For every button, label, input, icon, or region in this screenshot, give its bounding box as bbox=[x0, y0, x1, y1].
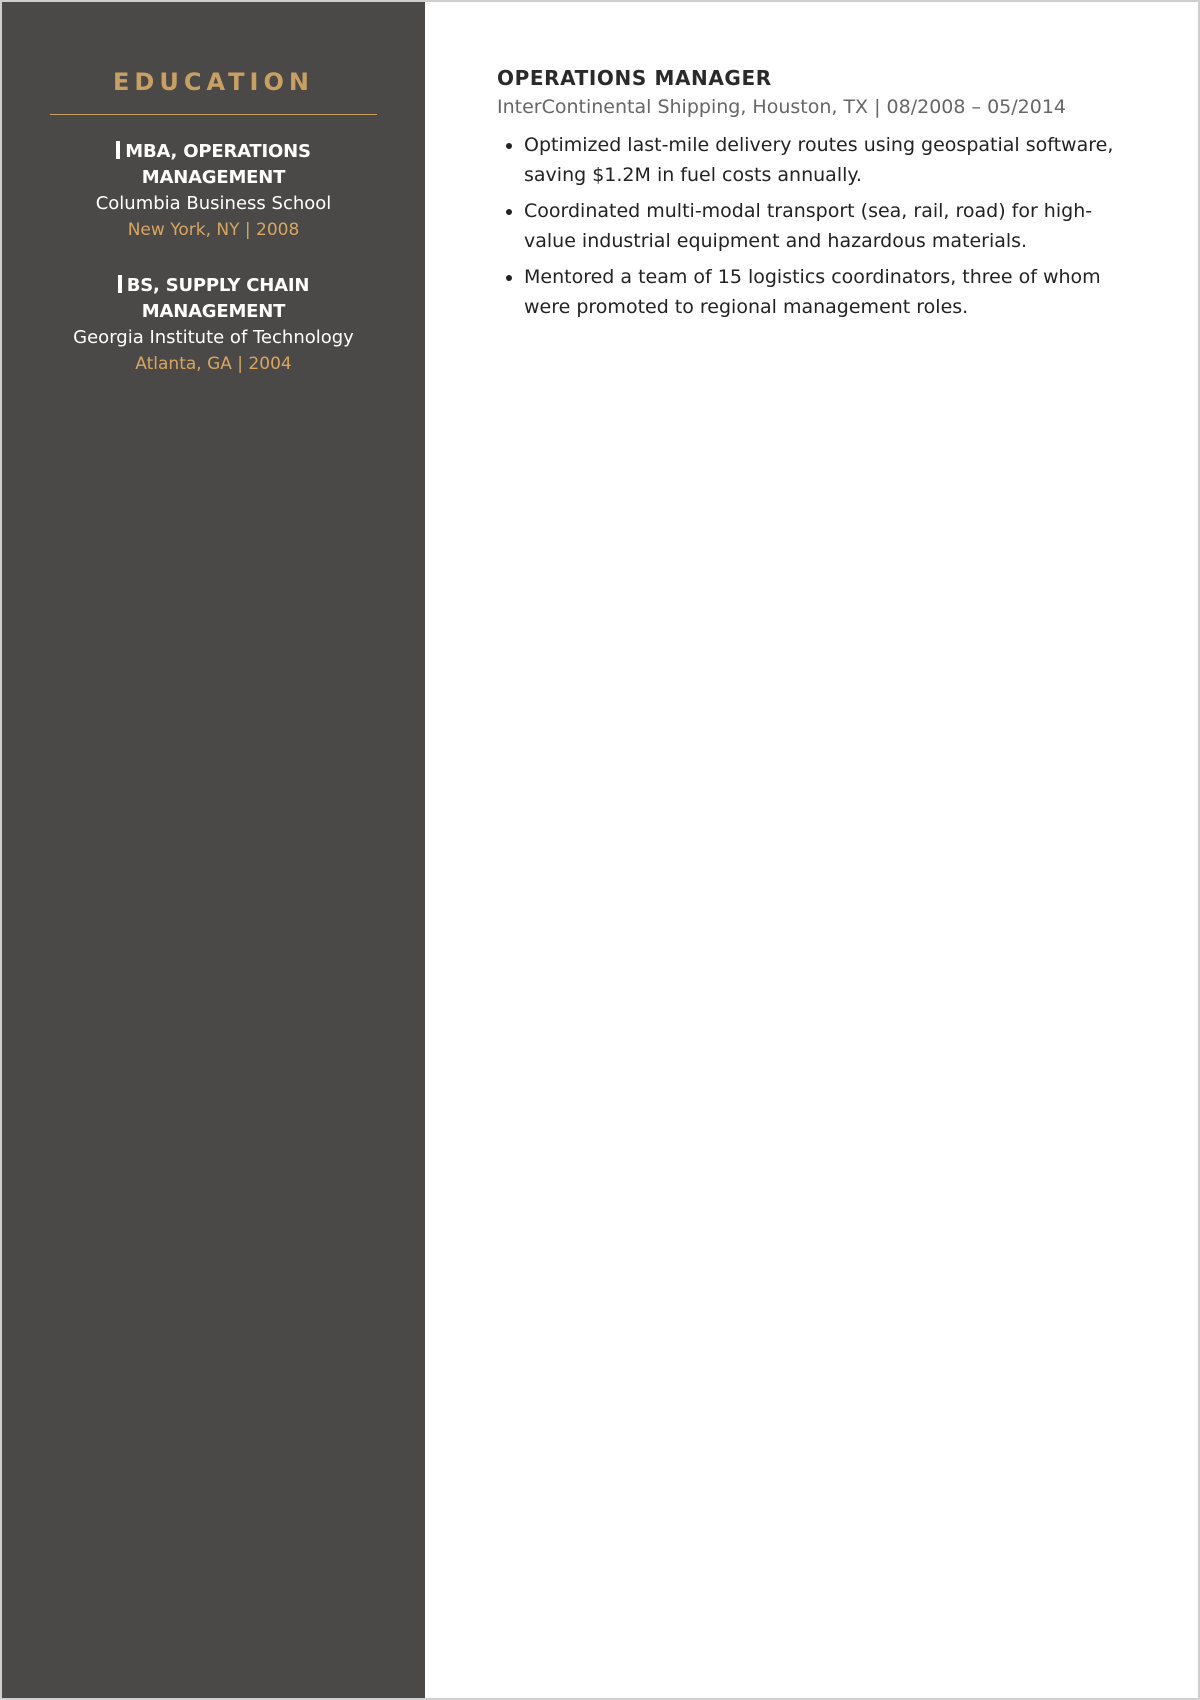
job-bullet-list bbox=[497, 130, 1128, 322]
degree-bar-marker bbox=[118, 275, 122, 293]
degree-bar-marker bbox=[116, 141, 120, 159]
education-heading: EDUCATION bbox=[113, 68, 314, 96]
education-entry bbox=[50, 273, 377, 377]
school-name: Georgia Institute of Technology bbox=[73, 327, 354, 348]
degree-label: MBA, OPERATIONS MANAGEMENT bbox=[125, 141, 311, 188]
education-entry bbox=[50, 139, 377, 243]
main-content bbox=[425, 2, 1198, 1698]
degree-title bbox=[50, 273, 377, 325]
sidebar bbox=[2, 2, 425, 1698]
education-divider bbox=[50, 114, 377, 115]
job-bullet: • Coordinated multi-modal transport (sea, rail, road) for high-value industrial equipment and hazardous materials. bbox=[524, 196, 1128, 256]
school-location-year: New York, NY | 2008 bbox=[127, 220, 300, 240]
experience-entry bbox=[497, 64, 1128, 322]
job-bullet: • Optimized last-mile delivery routes using geospatial software, saving $1.2M in fuel costs annually. bbox=[524, 130, 1128, 190]
degree-title bbox=[50, 139, 377, 191]
degree-label: BS, SUPPLY CHAIN MANAGEMENT bbox=[126, 275, 310, 322]
job-company-meta: InterContinental Shipping, Houston, TX | 08/2008 – 05/2014 bbox=[497, 96, 1066, 118]
school-location-year: Atlanta, GA | 2004 bbox=[135, 354, 292, 374]
job-title: OPERATIONS MANAGER bbox=[497, 66, 772, 90]
school-name: Columbia Business School bbox=[95, 193, 332, 214]
job-bullet: • Mentored a team of 15 logistics coordinators, three of whom were promoted to regional management roles. bbox=[524, 262, 1128, 322]
